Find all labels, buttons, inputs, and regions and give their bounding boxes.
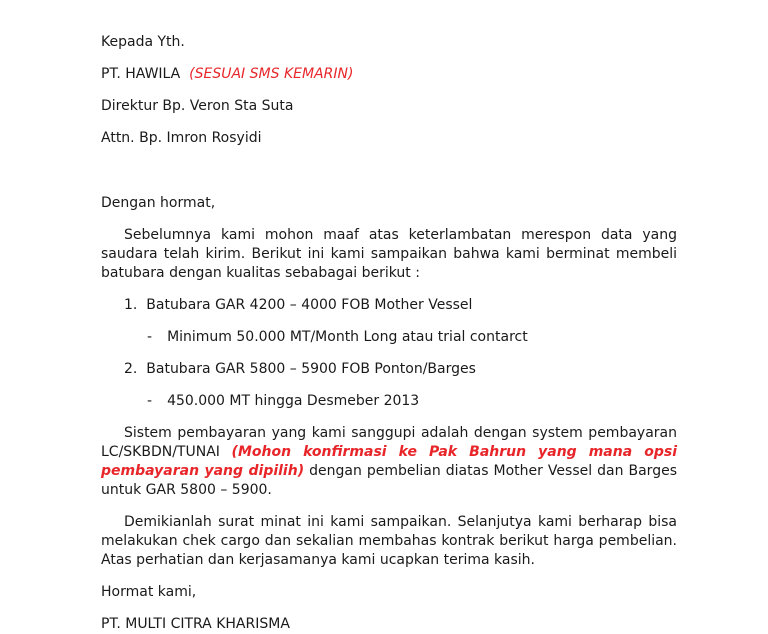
recipient-company-line [101, 65, 353, 84]
sender-company: PT. MULTI CITRA KHARISMA [101, 616, 290, 632]
salutation-to: Kepada Yth. [101, 34, 185, 50]
intro-paragraph: Sebelumnya kami mohon maaf atas keterlambatan merespon data yang saudara telah kirim. Berikut ini kami sampaikan bahwa kami berminat membeli batubara dengan kualitas sebabagai berikut : [101, 227, 677, 281]
closing-paragraph: Demikianlah surat minat ini kami sampaikan. Selanjutya kami berharap bisa melakukan chek cargo dan sekalian membahas kontrak berikut harga pembelian. Atas perhatian dan kerjasamanya kami ucapkan terima kasih. [101, 514, 677, 568]
list-item-1-sub-text: Minimum 50.000 MT/Month Long atau trial contarct [167, 329, 528, 345]
payment-note: (Mohon konfirmasi ke Pak Bahrun yang mana opsi pembayaran yang dipilih) [101, 444, 677, 479]
recipient-director: Direktur Bp. Veron Sta Suta [101, 98, 294, 114]
closing-salutation: Hormat kami, [101, 584, 197, 600]
recipient-company: PT. HAWILA [101, 66, 181, 82]
payment-text-post: dengan pembelian diatas Mother Vessel dan Barges untuk GAR 5800 – 5900. [101, 463, 677, 498]
list-item-1 [124, 296, 472, 315]
list-item-1-text: Batubara GAR 4200 – 4000 FOB Mother Vessel [146, 297, 473, 313]
list-item-2-text: Batubara GAR 5800 – 5900 FOB Ponton/Barges [146, 361, 476, 377]
list-item-2-number: 2. [124, 361, 138, 377]
recipient-note: (SESUAI SMS KEMARIN) [189, 66, 354, 82]
recipient-attn: Attn. Bp. Imron Rosyidi [101, 130, 262, 146]
list-item-2-sub-bullet: - [147, 393, 153, 409]
list-item-1-sub-bullet: - [147, 329, 153, 345]
list-item-1-number: 1. [124, 297, 138, 313]
payment-text-pre: Sistem pembayaran yang kami sanggupi adalah dengan system pembayaran LC/SKBDN/TUNAI [101, 425, 677, 460]
list-item-1-sub [147, 328, 528, 347]
payment-paragraph [101, 424, 677, 500]
list-item-2 [124, 360, 476, 379]
list-item-2-sub [147, 392, 419, 411]
list-item-2-sub-text: 450.000 MT hingga Desmeber 2013 [167, 393, 420, 409]
greeting: Dengan hormat, [101, 195, 216, 211]
